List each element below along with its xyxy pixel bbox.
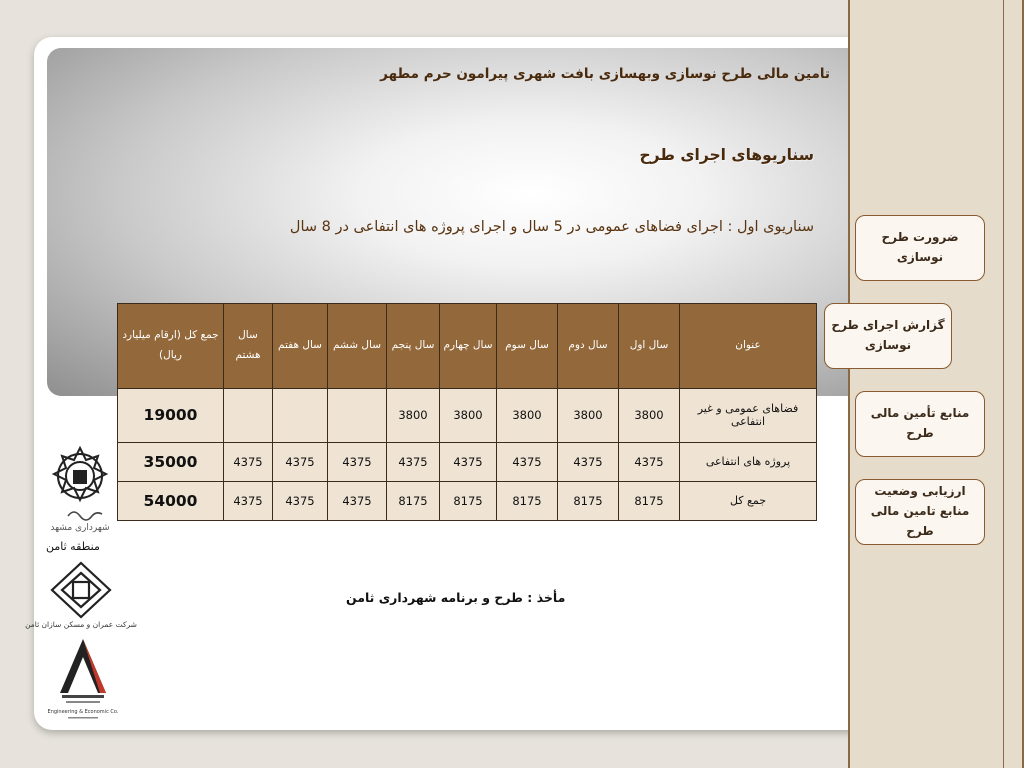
table-cell: 4375 xyxy=(440,442,497,481)
column-header-year-6: سال ششم xyxy=(328,304,387,389)
table-cell xyxy=(224,389,273,443)
sidebar-item-renewal-necessity[interactable] xyxy=(855,215,985,281)
sidebar-item-funding-sources[interactable] xyxy=(855,391,985,457)
region-label: منطقه ثامن xyxy=(46,540,100,553)
sidebar-item-label: ضرورت طرح نوسازی xyxy=(881,230,959,264)
table-cell: 8175 xyxy=(619,481,680,520)
table-cell: 3800 xyxy=(558,389,619,443)
column-header-year-5: سال پنجم xyxy=(387,304,440,389)
row-total: 54000 xyxy=(118,481,224,520)
table-cell: 3800 xyxy=(497,389,558,443)
section-title: سناریوهای اجرای طرح xyxy=(639,146,814,164)
table-cell: 4375 xyxy=(328,442,387,481)
table-cell: 4375 xyxy=(273,442,328,481)
table-cell xyxy=(273,389,328,443)
scenario-text: سناریوی اول : اجرای فضاهای عمومی در 5 سال و اجرای پروژه های انتفاعی در 8 سال xyxy=(289,219,814,235)
sidebar xyxy=(848,0,1024,768)
municipality-text: شهرداری مشهد xyxy=(50,523,110,533)
consultant-text: Engineering & Economic Co. xyxy=(47,709,119,715)
table-row xyxy=(118,442,817,481)
row-label: جمع کل xyxy=(680,481,817,520)
table-cell xyxy=(328,389,387,443)
municipality-logo xyxy=(40,440,120,532)
table-cell: 4375 xyxy=(224,481,273,520)
company-logo xyxy=(25,560,137,630)
sidebar-item-execution-report[interactable] xyxy=(824,303,952,369)
column-header-year-8: سال هشتم xyxy=(224,304,273,389)
sidebar-item-label: منابع تأمین مالی طرح xyxy=(870,406,970,440)
table-cell: 4375 xyxy=(497,442,558,481)
table-cell: 8175 xyxy=(440,481,497,520)
table-header-row xyxy=(118,304,817,389)
table-cell: 8175 xyxy=(497,481,558,520)
column-header-year-2: سال دوم xyxy=(558,304,619,389)
table-cell: 3800 xyxy=(619,389,680,443)
row-total: 35000 xyxy=(118,442,224,481)
column-header-year-7: سال هفتم xyxy=(273,304,328,389)
column-header-year-4: سال چهارم xyxy=(440,304,497,389)
table-cell: 4375 xyxy=(387,442,440,481)
row-label: فضاهای عمومی و غیر انتفاعی xyxy=(680,389,817,443)
table-cell: 4375 xyxy=(224,442,273,481)
table-row xyxy=(118,481,817,520)
sidebar-item-label: گزارش اجرای طرح نوسازی xyxy=(831,318,945,352)
sidebar-item-label: ارزیابی وضعیت منابع تامین مالی طرح xyxy=(870,484,970,538)
table-cell: 4375 xyxy=(328,481,387,520)
consultant-logo xyxy=(48,635,118,723)
logo-column xyxy=(38,440,124,532)
table-cell: 4375 xyxy=(558,442,619,481)
sidebar-divider xyxy=(1003,0,1004,768)
table-row xyxy=(118,389,817,443)
table-cell: 4375 xyxy=(273,481,328,520)
table-cell: 8175 xyxy=(387,481,440,520)
column-header-title: عنوان xyxy=(680,304,817,389)
column-header-year-3: سال سوم xyxy=(497,304,558,389)
column-header-total: جمع کل (ارقام میلیارد ریال) xyxy=(118,304,224,389)
row-total: 19000 xyxy=(118,389,224,443)
table-cell: 3800 xyxy=(440,389,497,443)
table-cell: 8175 xyxy=(558,481,619,520)
row-label: پروژه های انتفاعی xyxy=(680,442,817,481)
main-title: تامین مالی طرح نوسازی وبهسازی بافت شهری پیرامون حرم مطهر xyxy=(380,66,830,82)
table-cell: 4375 xyxy=(619,442,680,481)
column-header-year-1: سال اول xyxy=(619,304,680,389)
sidebar-item-funding-evaluation[interactable] xyxy=(855,479,985,545)
source-note: مأخذ : طرح و برنامه شهرداری ثامن xyxy=(346,590,566,605)
table-cell: 3800 xyxy=(387,389,440,443)
financing-table xyxy=(117,303,817,521)
company-text: شرکت عمران و مسکن سازان ثامن xyxy=(25,620,137,629)
